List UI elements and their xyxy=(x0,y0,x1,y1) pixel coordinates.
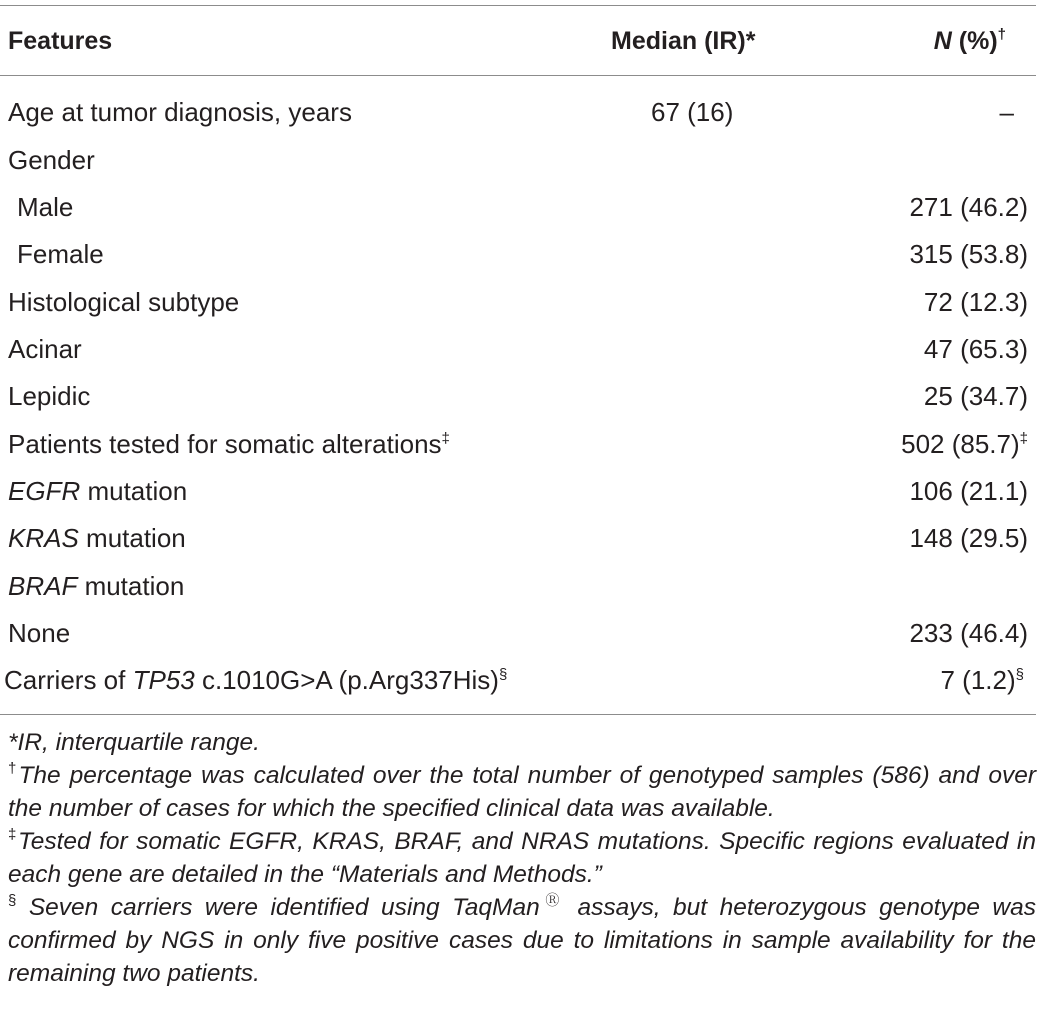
table-row-age xyxy=(0,88,1036,136)
header-n-percent xyxy=(934,24,1006,58)
row-count: 233 (46.4) xyxy=(909,618,1028,648)
row-label: Age at tumor diagnosis, years xyxy=(8,97,352,127)
table-row-female xyxy=(0,230,1036,278)
table-row-tested xyxy=(0,420,1036,468)
double-dagger-mark: ‡ xyxy=(1019,430,1028,447)
row-label: EGFR mutation xyxy=(8,476,188,506)
registered-mark: Ⓡ xyxy=(539,892,566,908)
row-label: Patients tested for somatic alterations‡ xyxy=(8,429,450,459)
row-median: 67 (16) xyxy=(651,97,734,127)
table-row-acinar xyxy=(0,325,1036,373)
row-label: Histological subtype xyxy=(8,287,240,317)
header-features: Features xyxy=(8,27,113,55)
row-label: BRAF mutation xyxy=(8,571,185,601)
double-dagger-mark: ‡ xyxy=(441,430,450,447)
row-label: None xyxy=(8,618,71,648)
row-count: 25 (34.7) xyxy=(923,381,1028,411)
row-count: 106 (21.1) xyxy=(909,476,1028,506)
table-row-egfr xyxy=(0,467,1036,515)
table-top-rule xyxy=(0,5,1036,6)
header-median: Median (IR)* xyxy=(611,27,756,55)
table-footnotes xyxy=(8,726,1036,990)
header-dagger: † xyxy=(997,26,1006,43)
gene-name: EGFR xyxy=(8,476,81,506)
row-label: Female xyxy=(17,239,104,269)
row-count: 47 (65.3) xyxy=(923,334,1028,364)
row-count: 7 (1.2)§ xyxy=(940,665,1024,695)
table-row-carriers xyxy=(0,656,1036,704)
row-label: Carriers of TP53 c.1010G>A (p.Arg337His)§ xyxy=(4,665,508,695)
table-row-lepidic xyxy=(0,372,1036,420)
row-count: 271 (46.2) xyxy=(909,192,1028,222)
section-mark: § xyxy=(1015,666,1024,683)
footnote-ir: *IR, interquartile range. xyxy=(8,729,260,756)
section-mark: § xyxy=(498,666,508,683)
row-count: – xyxy=(999,97,1014,127)
table-row-gender xyxy=(0,136,1036,184)
row-label: Acinar xyxy=(8,334,82,364)
footnote-dagger: †The percentage was calculated over the total number of genotyped samples (586) and over the number of cases for which the specified clinical data was available. xyxy=(8,760,1036,822)
row-label: Male xyxy=(17,192,74,222)
table-row-male xyxy=(0,183,1036,231)
header-n-label: N xyxy=(933,27,952,55)
row-count: 502 (85.7)‡ xyxy=(901,429,1028,459)
row-count: 72 (12.3) xyxy=(923,287,1028,317)
table-row-histological xyxy=(0,278,1036,326)
row-count: 148 (29.5) xyxy=(909,523,1028,553)
header-pct-label: (%) xyxy=(958,27,998,55)
footnote-section: § Seven carriers were identified using TaqManⓇ assays, but heterozygous genotype was confirmed by NGS in only five positive cases due to limitations in sample availability for the remaining two patients. xyxy=(8,892,1037,987)
gene-name: KRAS xyxy=(8,523,79,553)
table-row-none xyxy=(0,609,1036,657)
footnote-double-dagger: ‡Tested for somatic EGFR, KRAS, BRAF, and NRAS mutations. Specific regions evaluated in each gene are detailed in the “Materials and Methods.” xyxy=(8,826,1036,888)
table-row-kras xyxy=(0,514,1036,562)
row-label: KRAS mutation xyxy=(8,523,186,553)
row-label: Lepidic xyxy=(8,381,91,411)
gene-name: BRAF xyxy=(8,571,78,601)
row-count: 315 (53.8) xyxy=(909,239,1028,269)
gene-name: TP53 xyxy=(132,665,195,695)
table-bottom-rule xyxy=(0,714,1036,715)
row-label: Gender xyxy=(8,145,95,175)
table-row-braf xyxy=(0,562,1036,610)
header-rule xyxy=(0,75,1036,76)
